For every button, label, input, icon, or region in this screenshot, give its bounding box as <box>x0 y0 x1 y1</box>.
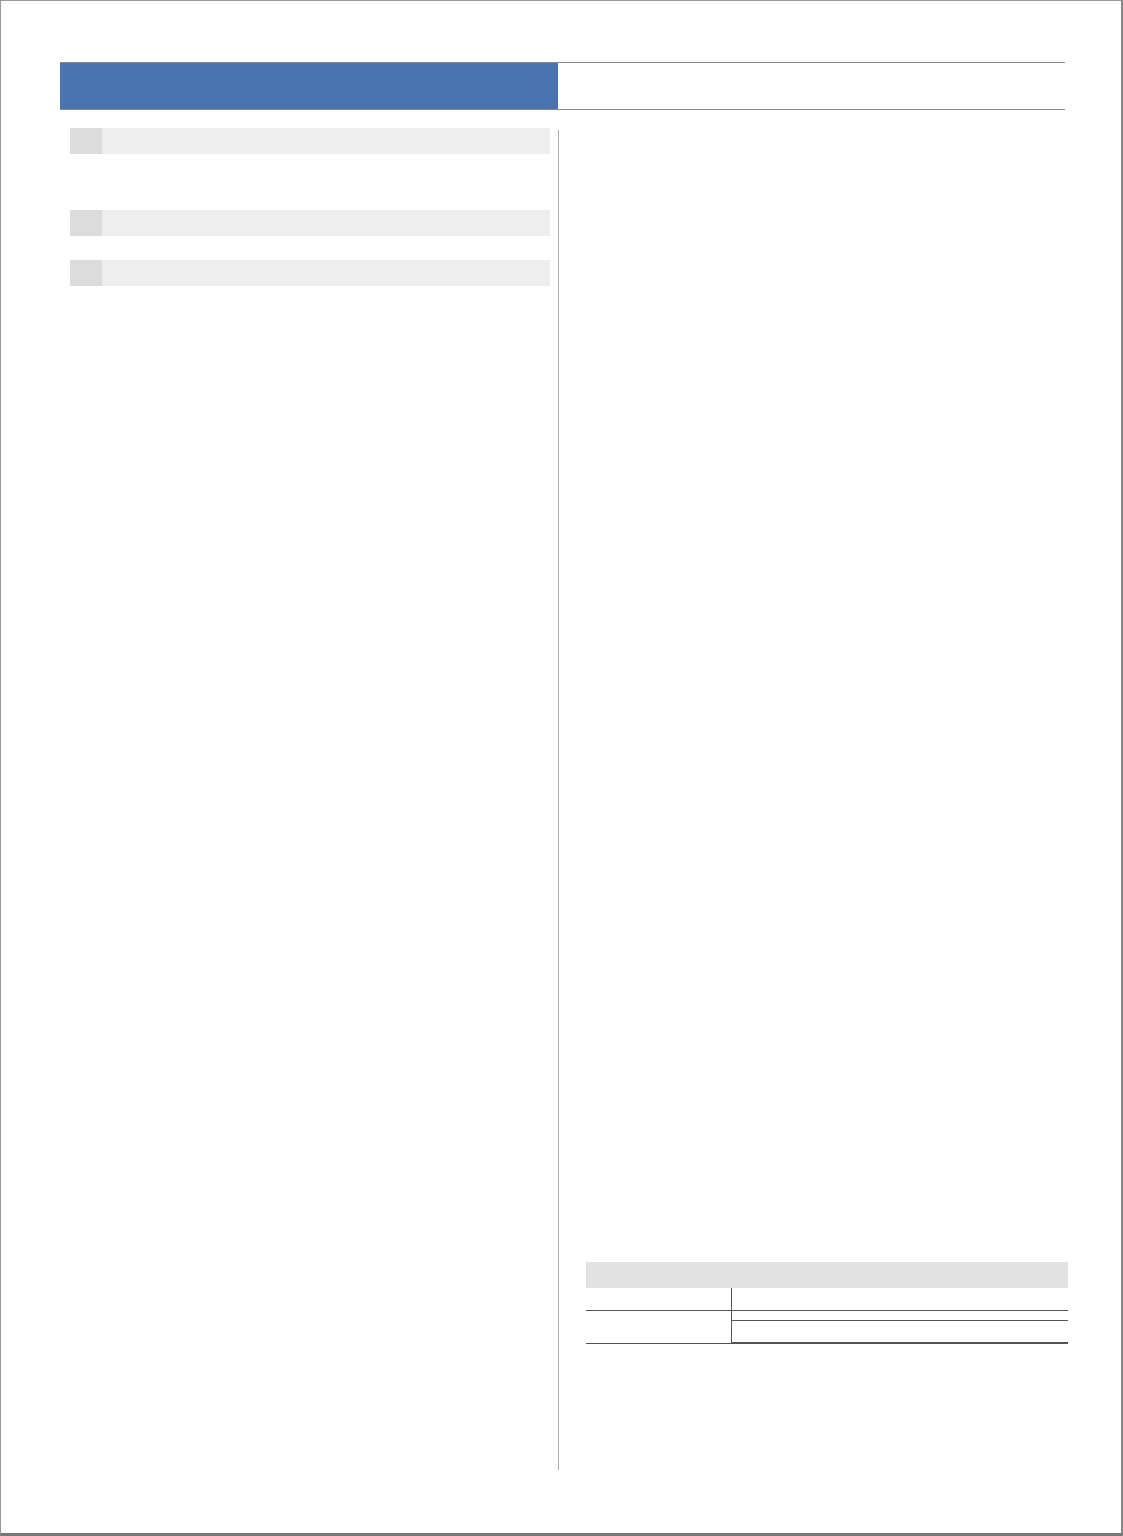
banner-motto <box>60 63 558 109</box>
sunday-service-title <box>70 128 102 154</box>
prayer-list <box>586 1311 732 1343</box>
worship-order-column <box>70 128 550 296</box>
staff-column-headers <box>586 1288 1068 1311</box>
wednesday-service-header <box>70 260 550 286</box>
prayer-column-header <box>586 1288 732 1310</box>
staff-body <box>586 1311 1068 1344</box>
evening-service-title <box>70 210 102 236</box>
offering-section <box>732 1311 1068 1343</box>
staff-title <box>586 1262 1068 1288</box>
column-divider <box>558 130 559 1470</box>
wednesday-service-title <box>70 260 102 286</box>
offering-list <box>732 1311 1068 1321</box>
sunday-service-header <box>70 128 550 154</box>
banner <box>60 62 1065 110</box>
evening-service-header <box>70 210 550 236</box>
church-news-column <box>584 128 1069 146</box>
offering-column-header <box>732 1288 1068 1310</box>
banner-tagline <box>558 63 1065 109</box>
usher-header <box>732 1321 1068 1343</box>
staff-table <box>586 1262 1068 1348</box>
